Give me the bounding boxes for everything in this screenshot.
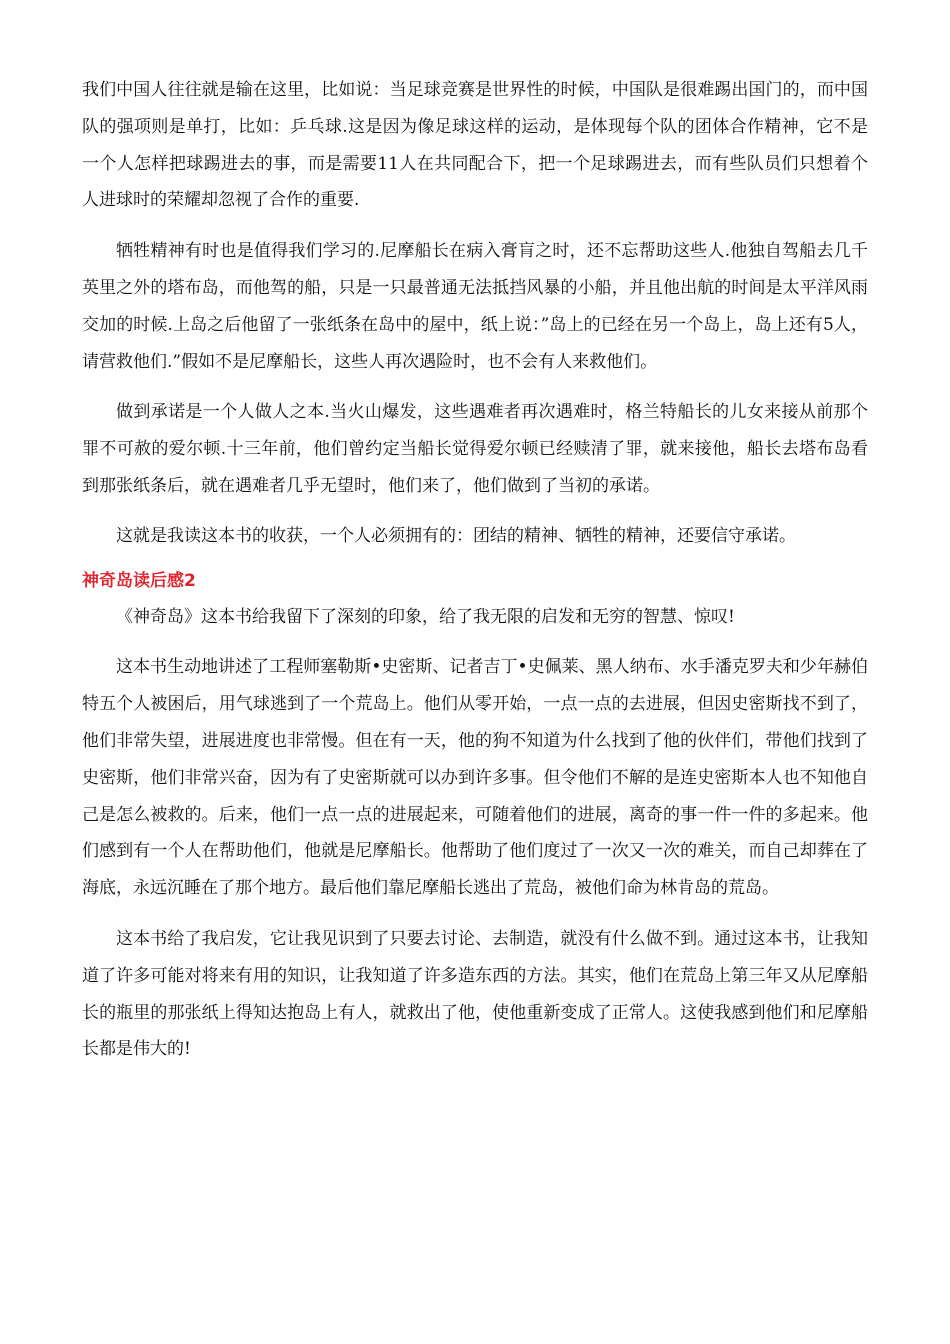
- paragraph-conclusion: 这就是我读这本书的收获，一个人必须拥有的：团结的精神、牺牲的精神，还要信守承诺。: [116, 525, 796, 546]
- paragraph-story: 这本书生动地讲述了工程师塞勒斯•史密斯、记者吉丁•史佩莱、黑人纳布、水手潘克罗夫和少年赫伯特五个人被困后，用气球逃到了一个荒岛上。他们从零开始，一点一点的去进展，但因史密斯找不到了，他们非常失望，进展进度也非常慢。但在有一天，他的狗不知道为什么找到了他的伙伴们，带他们找到了史密斯，他们非常兴奋，因为有了史密斯就可以办到许多事。但令他们不解的是连史密斯本人也不知他自己是怎么被救的。后来，他们一点一点的进展起来，可随着他们的进展，离奇的事一件一件的多起来。他们感到有一个人在帮助他们，他就是尼摩船长。他帮助了他们度过了一次又一次的难关，而自己却葬在了海底，永远沉睡在了那个地方。最后他们靠尼摩船长逃出了荒岛，被他们命为林肯岛的荒岛。: [82, 657, 868, 899]
- paragraph-intro: 《神奇岛》这本书给我留下了深刻的印象，给了我无限的启发和无穷的智慧、惊叹!: [116, 606, 735, 627]
- paragraph-sacrifice: 牺牲精神有时也是值得我们学习的.尼摩船长在病入膏肓之时，还不忘帮助这些人.他独自驾船去几千英里之外的塔布岛，而他驾的船，只是一只最普通无法抵挡风暴的小船，并且他出航的时间是太平洋风雨交加的时候.上岛之后他留了一张纸条在岛中的屋中，纸上说：”岛上的已经在另一个岛上，岛上还有5人，请营救他们.”假如不是尼摩船长，这些人再次遇险时，也不会有人来救他们。: [82, 241, 868, 372]
- document-page: [82, 72, 868, 1068]
- paragraph-teamwork: 我们中国人往往就是输在这里，比如说：当足球竞赛是世界性的时候，中国队是很难踢出国门的，而中国队的强项则是单打，比如：乒乓球.这是因为像足球这样的运动，是体现每个队的团体合作精神，它不是一个人怎样把球踢进去的事，而是需要11人在共同配合下，把一个足球踢进去，而有些队员们只想着个人进球时的荣耀却忽视了合作的重要.: [82, 80, 868, 211]
- paragraph-promise: 做到承诺是一个人做人之本.当火山爆发，这些遇难者再次遇难时，格兰特船长的儿女来接从前那个罪不可赦的爱尔顿.十三年前，他们曾约定当船长觉得爱尔顿已经赎清了罪，就来接他，船长去塔布岛看到那张纸条后，就在遇难者几乎无望时，他们来了，他们做到了当初的承诺。: [82, 402, 868, 496]
- paragraph-reflection: 这本书给了我启发，它让我见识到了只要去讨论、去制造，就没有什么做不到。通过这本书，让我知道了许多可能对将来有用的知识，让我知道了许多造东西的方法。其实，他们在荒岛上第三年又从尼摩船长的瓶里的那张纸上得知达抱岛上有人，就救出了他，使他重新变成了正常人。这使我感到他们和尼摩船长都是伟大的!: [82, 928, 868, 1060]
- section-heading: 神奇岛读后感2: [82, 570, 196, 591]
